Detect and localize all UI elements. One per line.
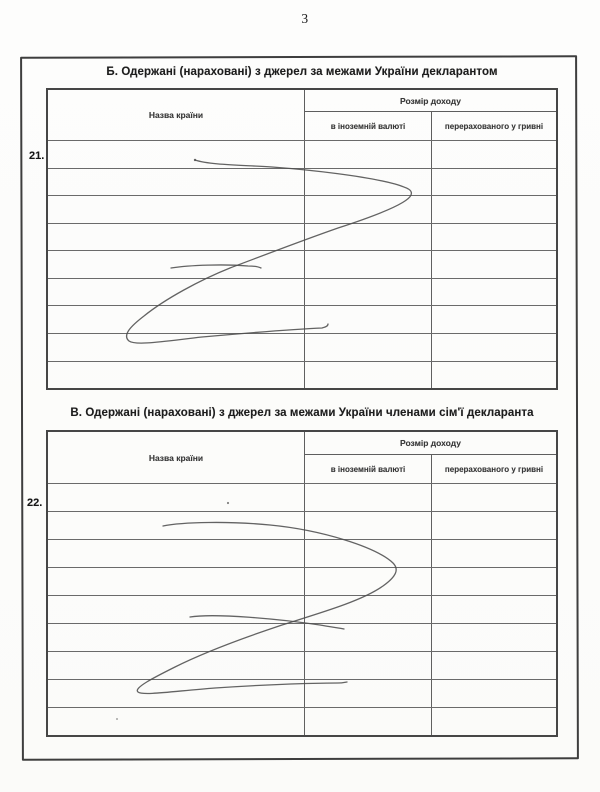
- table-row: [48, 333, 556, 361]
- cell-hryvnia: [432, 306, 556, 333]
- cell-country: [48, 512, 305, 539]
- column-header-country-label: Назва країни: [148, 452, 204, 463]
- cell-hryvnia: [432, 251, 556, 278]
- table-row: [48, 595, 556, 623]
- cell-foreign-currency: [305, 596, 432, 623]
- table-row: [48, 168, 556, 196]
- table-row: [48, 511, 556, 539]
- cell-country: [48, 652, 305, 679]
- cell-country: [48, 540, 305, 567]
- table-row: [48, 539, 556, 567]
- cell-country: [48, 596, 305, 623]
- cell-country: [48, 251, 305, 278]
- section-b-title: Б. Одержані (нараховані) з джерел за межами України декларантом: [106, 66, 498, 78]
- cell-hryvnia: [432, 169, 556, 196]
- cell-hryvnia: [432, 141, 556, 168]
- cell-foreign-currency: [305, 362, 432, 389]
- cell-country: [48, 484, 305, 511]
- column-header-hryvnia-label: перерахованого у гривні: [444, 121, 544, 131]
- cell-country: [48, 196, 305, 223]
- table-row: [48, 567, 556, 595]
- cell-hryvnia: [432, 196, 556, 223]
- column-header-foreign-currency-label: в іноземній валюті: [330, 121, 406, 131]
- column-header-foreign-currency: [305, 455, 432, 483]
- cell-foreign-currency: [305, 512, 432, 539]
- cell-hryvnia: [432, 334, 556, 361]
- column-header-country: [48, 432, 305, 483]
- cell-foreign-currency: [305, 279, 432, 306]
- table-row: [48, 140, 556, 168]
- cell-hryvnia: [432, 680, 556, 707]
- cell-foreign-currency: [305, 652, 432, 679]
- cell-foreign-currency: [305, 306, 432, 333]
- cell-foreign-currency: [305, 540, 432, 567]
- cell-country: [48, 334, 305, 361]
- page-number: 3: [301, 11, 309, 26]
- column-header-country-label: Назва країни: [148, 110, 204, 120]
- cell-foreign-currency: [305, 568, 432, 595]
- column-header-income-size: [305, 90, 556, 112]
- column-header-hryvnia-label: перерахованого у гривні: [444, 464, 544, 474]
- cell-country: [48, 169, 305, 196]
- column-header-hryvnia: [432, 112, 556, 140]
- cell-country: [48, 141, 305, 168]
- table-row: [48, 305, 556, 333]
- row-number-22: 22.: [27, 497, 43, 509]
- cell-country: [48, 680, 305, 707]
- cell-foreign-currency: [305, 624, 432, 651]
- cell-hryvnia: [432, 708, 556, 735]
- cell-hryvnia: [432, 624, 556, 651]
- cell-hryvnia: [432, 484, 556, 511]
- cell-country: [48, 224, 305, 251]
- cell-foreign-currency: [305, 708, 432, 735]
- table-row: [48, 195, 556, 223]
- section-b-table: [46, 88, 558, 390]
- table-row: [48, 223, 556, 251]
- cell-hryvnia: [432, 279, 556, 306]
- section-v-table: [46, 430, 558, 737]
- cell-country: [48, 568, 305, 595]
- table-row: [48, 250, 556, 278]
- column-header-foreign-currency: [305, 112, 432, 140]
- cell-hryvnia: [432, 596, 556, 623]
- cell-hryvnia: [432, 652, 556, 679]
- column-header-income-label: Розмір доходу: [400, 95, 461, 106]
- table-row: [48, 483, 556, 511]
- table-row: [48, 651, 556, 679]
- cell-country: [48, 708, 305, 735]
- cell-foreign-currency: [305, 334, 432, 361]
- table-row: [48, 679, 556, 707]
- table-row: [48, 278, 556, 306]
- cell-foreign-currency: [305, 169, 432, 196]
- cell-country: [48, 279, 305, 306]
- cell-foreign-currency: [305, 251, 432, 278]
- section-v-title: В. Одержані (нараховані) з джерел за межами України членами сім'ї декларанта: [70, 407, 534, 419]
- cell-country: [48, 306, 305, 333]
- cell-country: [48, 362, 305, 389]
- column-header-hryvnia: [432, 455, 556, 483]
- cell-foreign-currency: [305, 141, 432, 168]
- column-header-income-size: [305, 432, 556, 455]
- table-row: [48, 361, 556, 389]
- cell-foreign-currency: [305, 224, 432, 251]
- column-header-income-label: Розмір доходу: [400, 438, 461, 448]
- cell-hryvnia: [432, 512, 556, 539]
- table-row: [48, 623, 556, 651]
- section-v-table-body: [48, 483, 556, 735]
- cell-hryvnia: [432, 568, 556, 595]
- row-number-21: 21.: [29, 150, 45, 162]
- cell-hryvnia: [432, 540, 556, 567]
- cell-foreign-currency: [305, 196, 432, 223]
- cell-foreign-currency: [305, 680, 432, 707]
- table-row: [48, 707, 556, 735]
- column-header-foreign-currency-label: в іноземній валюті: [330, 464, 406, 474]
- section-b-table-body: [48, 140, 556, 388]
- column-header-country: [48, 90, 305, 140]
- cell-hryvnia: [432, 224, 556, 251]
- cell-country: [48, 624, 305, 651]
- cell-hryvnia: [432, 362, 556, 389]
- cell-foreign-currency: [305, 484, 432, 511]
